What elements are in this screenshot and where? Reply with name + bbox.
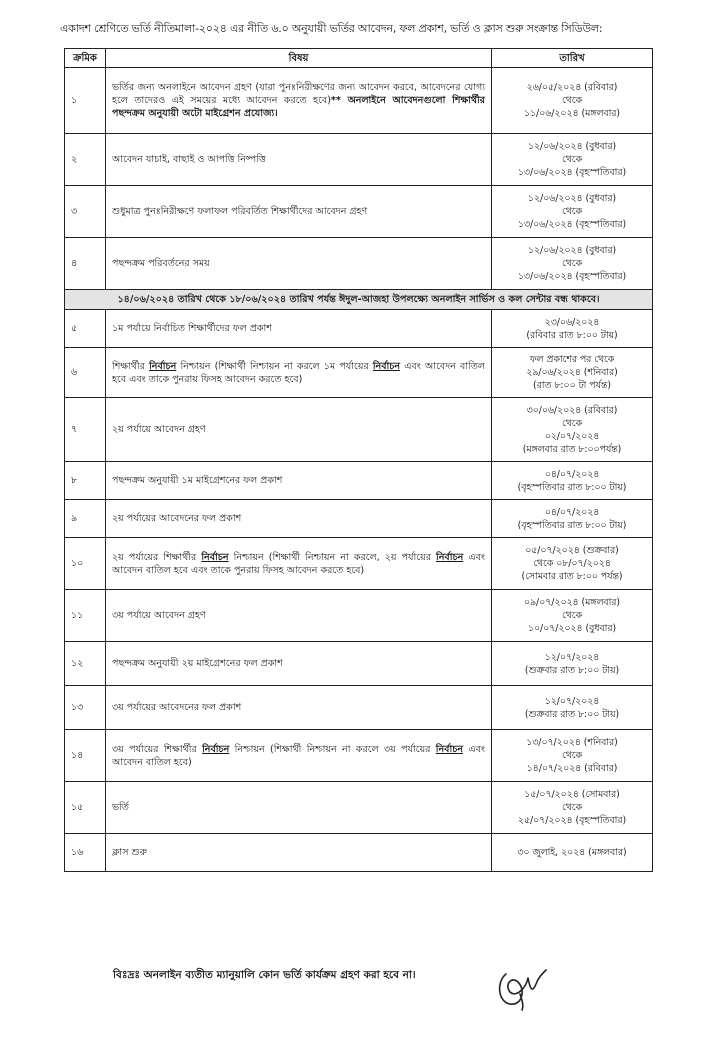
row-serial: ১৫ (65, 782, 106, 834)
subject-text: ৩য় পর্যায়ের শিক্ষার্থীর (112, 743, 203, 755)
schedule-table (64, 48, 653, 872)
date-line: (বৃহস্পতিবার রাত ৮:০০ টায়) (517, 481, 627, 493)
date-line: ২৫/০৭/২০২৪ (বৃহস্পতিবার) (517, 815, 627, 826)
subject-text: নিশ্চায়ন (শিক্ষার্থী নিশ্চায়ন না করলে ৩য় পর্যায়ের (229, 743, 436, 755)
row-date (492, 782, 653, 834)
date-line: ১৩/০৬/২০২৪ (বৃহস্পতিবার) (517, 167, 627, 178)
header-serial: ক্রমিক (65, 49, 106, 68)
subject-text: ভর্তির জন্য অনলাইনে আবেদন গ্রহণ (যারা পুনঃনিরীক্ষণের জন্য আবেদন করবে, আবেদনের যোগ্য হলে তাদেরও এই সময়ের মধ্যে আবেদন করতে হবে) (112, 82, 485, 106)
date-line: (শুক্রবার রাত ৮:০০ টায়) (524, 664, 620, 676)
row-date (492, 730, 653, 782)
date-line: ০৪/০৭/২০২৪ (544, 468, 600, 480)
date-line: থেকে (561, 417, 583, 429)
date-line: ০৯/০৭/২০২৪ (মঙ্গলবার) (523, 597, 621, 608)
row-serial: ৮ (65, 462, 106, 500)
row-serial: ১০ (65, 538, 106, 590)
date-line: ০২/০৭/২০২৪ (544, 430, 600, 442)
row-serial: ৯ (65, 500, 106, 538)
table-header-row (65, 49, 653, 68)
date-line: থেকে (561, 750, 583, 761)
row-serial: ৫ (65, 310, 106, 348)
row-subject (106, 538, 492, 590)
row-date (492, 310, 653, 348)
table-row (65, 500, 653, 538)
row-subject: ২য় পর্যায়ের আবেদনের ফল প্রকাশ (106, 500, 492, 538)
date-line: থেকে (561, 802, 583, 813)
row-date (492, 398, 653, 462)
row-subject: ১ম পর্যায়ে নির্বাচিত শিক্ষার্থীদের ফল প্রকাশ (106, 310, 492, 348)
row-serial: ১১ (65, 590, 106, 642)
date-line: ২৬/০৫/২০২৪ (রবিবার) (526, 82, 618, 93)
table-row (65, 730, 653, 782)
date-line: থেকে ০৮/০৭/২০২৪ (533, 558, 611, 569)
header-date: তারিখ (492, 49, 653, 68)
row-subject: আবেদন যাচাই, বাছাই ও আপত্তি নিষ্পত্তি (106, 134, 492, 186)
row-date (492, 590, 653, 642)
row-date (492, 834, 653, 872)
date-line: (মঙ্গলবার রাত ৮:০০পর্যন্ত) (522, 443, 622, 455)
subject-bold-note: ** অনলাইনে আবেদনগুলো শিক্ষার্থীর পছন্দক্রম অনুযায়ী অটো মাইগ্রেশন প্রযোজ্য। (112, 95, 486, 119)
row-serial: ১২ (65, 642, 106, 686)
header-subject: বিষয় (106, 49, 492, 68)
row-serial: ২ (65, 134, 106, 186)
date-line: ১২/০৭/২০২৪ (544, 695, 600, 707)
date-line: ১২/০৭/২০২৪ (544, 651, 600, 663)
date-line: ১৫/০৭/২০২৪ (সোমবার) (524, 789, 620, 800)
table-row (65, 590, 653, 642)
row-subject: ভর্তি (106, 782, 492, 834)
date-line: থেকে (561, 95, 583, 106)
row-serial: ১৩ (65, 686, 106, 730)
table-row (65, 538, 653, 590)
emphasis-term: নির্বাচন (202, 743, 230, 755)
date-line: ১০/০৭/২০২৪ (বুধবার) (527, 623, 617, 634)
row-date (492, 186, 653, 238)
date-line: ১৩/০৬/২০২৪ (বৃহস্পতিবার) (517, 219, 627, 230)
subject-text: নিশ্চায়ন (শিক্ষার্থী নিশ্চায়ন না করলে, ২য় পর্যায়ের (228, 551, 437, 563)
table-row (65, 686, 653, 730)
row-subject: শুধুমাত্র পুনঃনিরীক্ষণে ফলাফল পরিবর্তিত শিক্ষার্থীদের আবেদন গ্রহণ (106, 186, 492, 238)
date-line: ২৩/০৬/২০২৪ (544, 316, 600, 328)
table-row (65, 186, 653, 238)
subject-text: নিশ্চায়ন (শিক্ষার্থী নিশ্চায়ন না করলে ১ম পর্যায়ের (176, 360, 373, 372)
table-row (65, 134, 653, 186)
table-row (65, 462, 653, 500)
date-line: ফল প্রকাশের পর থেকে (529, 354, 615, 365)
notice-row (65, 290, 653, 310)
date-line: ০৫/০৭/২০২৪ (শুক্রবার) (525, 545, 619, 556)
date-line: (বৃহস্পতিবার রাত ৮:০০ টায়) (517, 519, 627, 531)
footer-note: বিঃদ্রঃ অনলাইন ব্যতীত ম্যানুয়ালি কোন ভর্তি কার্যক্রম গ্রহণ করা হবে না। (113, 969, 416, 981)
date-line: ১৩/০৬/২০২৪ (বৃহস্পতিবার) (517, 271, 627, 282)
date-line: ১২/০৬/২০২৪ (বুধবার) (527, 141, 617, 152)
row-serial: ১ (65, 68, 106, 134)
row-serial: ১৪ (65, 730, 106, 782)
subject-text: ২য় পর্যায়ের শিক্ষার্থীর (112, 551, 202, 563)
emphasis-term: নির্বাচন (201, 551, 229, 563)
row-date (492, 642, 653, 686)
emphasis-term: নির্বাচন (372, 360, 401, 372)
emphasis-term: নির্বাচন (436, 551, 464, 563)
emphasis-term: নির্বাচন (435, 743, 464, 755)
date-line: ১২/০৬/২০২৪ (বুধবার) (527, 193, 617, 204)
date-line: ১৩/০৭/২০২৪ (শনিবার) (526, 737, 618, 748)
subject-text: শিক্ষার্থীর (112, 360, 150, 372)
row-subject: পছন্দক্রম পরিবর্তনের সময় (106, 238, 492, 290)
date-line: (রাত ৮:০০ টা পর্যন্ত) (533, 380, 611, 391)
row-subject: ৩য় পর্যায়ের আবেদনের ফল প্রকাশ (106, 686, 492, 730)
date-line: ২৯/০৬/২০২৪ (শনিবার) (526, 367, 618, 378)
date-line: ১১/০৬/২০২৪ (মঙ্গলবার) (523, 108, 621, 119)
table-row (65, 782, 653, 834)
date-line: ৩০/০৬/২০২৪ (রবিবার) (526, 404, 618, 416)
row-subject (106, 68, 492, 134)
date-line: ৩০ জুলাই, ২০২৪ (মঙ্গলবার) (517, 847, 627, 858)
holiday-notice: ১৪/০৬/২০২৪ তারিখ থেকে ১৮/০৬/২০২৪ তারিখ পর্যন্ত ঈদুল-আজহা উপলক্ষ্যে অনলাইন সার্ভিস ও কল সেন্টার বন্ধ থাকবে। (65, 290, 653, 310)
row-subject: ক্লাস শুরু (106, 834, 492, 872)
subject-text: এবং আবেদন বাতিল হবে এবং তাকে পুনরায় ফিসহ আবেদন করতে হবে) (112, 360, 485, 385)
date-line: থেকে (561, 258, 583, 269)
row-date (492, 538, 653, 590)
date-line: ১২/০৬/২০২৪ (বুধবার) (527, 245, 617, 256)
date-line: (শুক্রবার রাত ৮:০০ টায়) (524, 708, 620, 720)
row-date (492, 462, 653, 500)
emphasis-term: নির্বাচন (149, 360, 177, 372)
row-date (492, 500, 653, 538)
row-subject: ৩য় পর্যায়ে আবেদন গ্রহণ (106, 590, 492, 642)
table-row (65, 310, 653, 348)
row-date (492, 134, 653, 186)
row-subject (106, 348, 492, 398)
row-serial: ৪ (65, 238, 106, 290)
table-row (65, 834, 653, 872)
date-line: ১৪/০৭/২০২৪ (রবিবার) (526, 763, 618, 774)
row-subject (106, 730, 492, 782)
table-row (65, 238, 653, 290)
row-date (492, 686, 653, 730)
row-date (492, 348, 653, 398)
subject-text: এবং আবেদন বাতিল হবে) (112, 743, 485, 768)
signature-icon (492, 964, 552, 1014)
table-row (65, 68, 653, 134)
row-serial: ১৬ (65, 834, 106, 872)
row-subject: ২য় পর্যায়ে আবেদন গ্রহণ (106, 398, 492, 462)
date-line: (সোমবার রাত ৮:০০ পর্যন্ত) (521, 571, 623, 582)
table-row (65, 398, 653, 462)
date-line: (রবিবার রাত ৮:০০ টায়) (526, 329, 618, 341)
document-heading: একাদশ শ্রেণিতে ভর্তি নীতিমালা-২০২৪ এর নীতি ৬.০ অনুযায়ী ভর্তির আবেদন, ফল প্রকাশ, ভর্তি ও ক্লাস শুরু সংক্রান্ত সিডিউল: (60, 22, 603, 35)
row-serial: ৭ (65, 398, 106, 462)
date-line: থেকে (561, 206, 583, 217)
table-row (65, 642, 653, 686)
row-subject: পছন্দক্রম অনুযায়ী ২য় মাইগ্রেশনের ফল প্রকাশ (106, 642, 492, 686)
row-serial: ৬ (65, 348, 106, 398)
row-date (492, 68, 653, 134)
row-serial: ৩ (65, 186, 106, 238)
date-line: থেকে (561, 154, 583, 165)
row-date (492, 238, 653, 290)
date-line: ০৪/০৭/২০২৪ (544, 506, 600, 518)
row-subject: পছন্দক্রম অনুযায়ী ১ম মাইগ্রেশনের ফল প্রকাশ (106, 462, 492, 500)
date-line: থেকে (561, 610, 583, 621)
table-row (65, 348, 653, 398)
schedule-body (65, 68, 653, 872)
subject-text: এবং আবেদন বাতিল হবে এবং তাকে পুনরায় ফিসহ আবেদন করতে হবে) (112, 551, 485, 576)
